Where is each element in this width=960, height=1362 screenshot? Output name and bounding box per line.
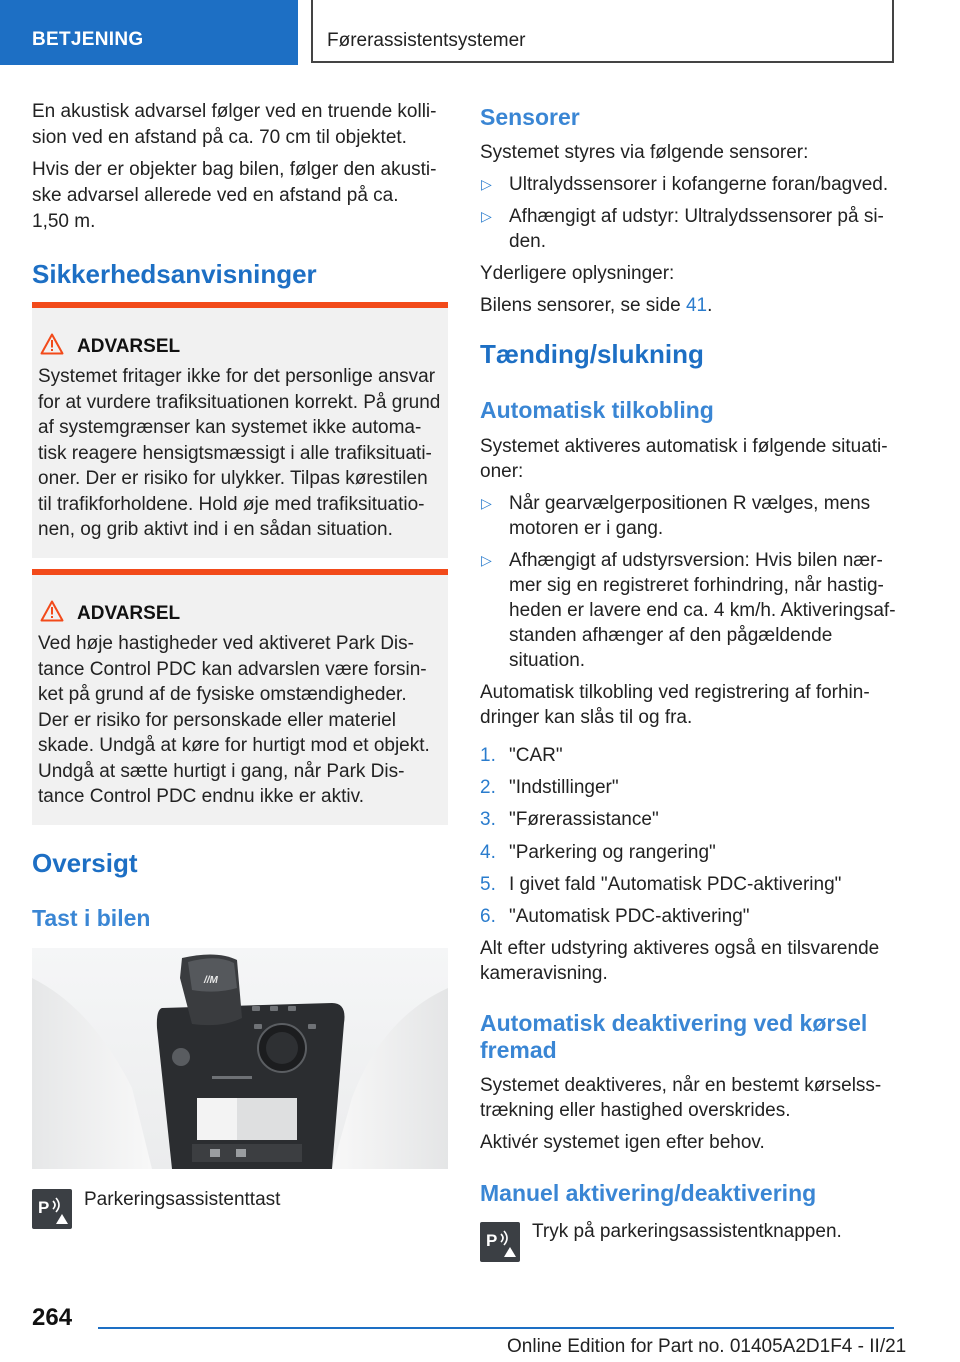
button-heading: Tast i bilen bbox=[32, 905, 151, 931]
step-number: 2. bbox=[480, 777, 496, 798]
step-text: I givet fald "Automatisk PDC-aktivering" bbox=[509, 874, 842, 895]
warning-title: ADVARSEL bbox=[77, 603, 181, 624]
sensor-item: Ultralydssensorer i kofangerne foran/bagved. bbox=[509, 174, 889, 195]
camera-note: kameravisning. bbox=[480, 963, 608, 984]
warning-box-1 bbox=[32, 302, 448, 558]
auto-on-toggle: Automatisk tilkobling ved registrering af forhin- bbox=[480, 682, 870, 703]
bullet-marker: ▷ bbox=[481, 176, 492, 192]
manual-text: Tryk på parkeringsassistentknappen. bbox=[532, 1221, 842, 1242]
parking-assistant-icon bbox=[480, 1222, 520, 1262]
footer-edition: Online Edition for Part no. 01405A2D1F4 - II/21 bbox=[507, 1336, 907, 1357]
intro-line: sion ved en afstand på ca. 70 cm til objektet. bbox=[32, 127, 407, 148]
sensors-ref-prefix: Bilens sensorer, se side bbox=[480, 295, 686, 316]
bullet-marker: ▷ bbox=[481, 495, 492, 511]
auto-off-text: Systemet deaktiveres, når en bestemt kørselss- bbox=[480, 1075, 882, 1096]
bullet-marker: ▷ bbox=[481, 208, 492, 224]
intro-line: En akustisk advarsel følger ved en truende kolli- bbox=[32, 101, 437, 122]
auto-on-item: situation. bbox=[509, 650, 586, 671]
header-chapter-box bbox=[311, 0, 894, 63]
warning-line: Ved høje hastigheder ved aktiveret Park Dis- bbox=[38, 633, 414, 654]
safety-heading: Sikkerhedsanvisninger bbox=[32, 259, 317, 289]
manual-heading: Manuel aktivering/deaktivering bbox=[480, 1180, 817, 1206]
warning-title: ADVARSEL bbox=[77, 336, 181, 357]
step-text: "Parkering og rangering" bbox=[509, 842, 716, 863]
auto-off-heading: fremad bbox=[480, 1037, 557, 1063]
step-text: "Automatisk PDC-aktivering" bbox=[509, 906, 750, 927]
warning-line: skade. Undgå at køre for hurtigt mod et objekt. bbox=[38, 735, 430, 756]
warning-line: for at vurdere trafiksituationen korrekt. På grund bbox=[38, 392, 441, 413]
step-number: 5. bbox=[480, 874, 496, 895]
more-info: Yderligere oplysninger: bbox=[480, 263, 675, 284]
warning-box-2 bbox=[32, 569, 448, 825]
warning-line: nen, og grib aktivt ind i en sådan situation. bbox=[38, 519, 393, 540]
header-section-tab bbox=[0, 0, 298, 65]
auto-off-heading: Automatisk deaktivering ved kørsel bbox=[480, 1010, 868, 1036]
warning-triangle-icon bbox=[40, 600, 64, 622]
step-text: "Indstillinger" bbox=[509, 777, 619, 798]
svg-text:P: P bbox=[486, 1231, 498, 1250]
intro-line: Hvis der er objekter bag bilen, følger den akusti- bbox=[32, 159, 437, 180]
auto-off-text: trækning eller hastighed overskrides. bbox=[480, 1100, 791, 1121]
sensor-item: Afhængigt af udstyr: Ultralydssensorer på si- bbox=[509, 206, 884, 227]
header-section-label: BETJENING bbox=[32, 29, 144, 50]
sensors-heading: Sensorer bbox=[480, 104, 580, 130]
warning-line: af systemgrænser kan systemet ikke automa- bbox=[38, 417, 422, 438]
step-number: 3. bbox=[480, 809, 496, 830]
svg-text:P: P bbox=[38, 1198, 50, 1217]
auto-on-toggle: dringer kan slås til og fra. bbox=[480, 707, 693, 728]
warning-line: tance Control PDC kan advarslen være forsin- bbox=[38, 659, 427, 680]
header-chapter-label: Førerassistentsystemer bbox=[327, 30, 526, 51]
warning-line: til trafikforholdene. Hold øje med trafiksituatio- bbox=[38, 494, 425, 515]
parking-sensor-icon bbox=[480, 1222, 520, 1262]
onoff-heading: Tænding/slukning bbox=[480, 339, 704, 369]
warning-line: Undgå at sætte hurtigt i gang, når Park Dis- bbox=[38, 761, 405, 782]
warning-triangle-icon bbox=[40, 333, 64, 355]
auto-on-item: Afhængigt af udstyrsversion: Hvis bilen nær- bbox=[509, 550, 883, 571]
sensor-item: den. bbox=[509, 231, 546, 252]
bullet-marker: ▷ bbox=[481, 552, 492, 568]
warning-line: oner. Der er risiko for ulykker. Tilpas kørestilen bbox=[38, 468, 428, 489]
step-text: "Førerassistance" bbox=[509, 809, 659, 830]
parking-assistant-icon bbox=[32, 1189, 72, 1229]
auto-on-item: Når gearvælgerpositionen R vælges, mens bbox=[509, 493, 871, 514]
intro-line: 1,50 m. bbox=[32, 211, 96, 232]
auto-on-item: standen afhænger af den pågældende bbox=[509, 625, 833, 646]
footer-divider bbox=[98, 1327, 894, 1329]
auto-on-item: heden er lavere end ca. 4 km/h. Aktiveringsaf- bbox=[509, 600, 896, 621]
intro-line: ske advarsel allerede ved en afstand på ca. bbox=[32, 185, 399, 206]
center-console-photo bbox=[32, 948, 448, 1169]
page-number: 264 bbox=[32, 1304, 73, 1331]
step-number: 4. bbox=[480, 842, 496, 863]
sensors-ref-suffix: . bbox=[707, 295, 713, 316]
overview-heading: Oversigt bbox=[32, 848, 138, 878]
svg-text://M: //M bbox=[204, 975, 218, 986]
parking-sensor-icon bbox=[32, 1189, 72, 1229]
warning-line: ket på grund af de fysiske omstændigheder. bbox=[38, 684, 407, 705]
camera-note: Alt efter udstyring aktiveres også en tilsvarende bbox=[480, 938, 880, 959]
auto-off-reactivate: Aktivér systemet igen efter behov. bbox=[480, 1132, 765, 1153]
auto-on-item: motoren er i gang. bbox=[509, 518, 664, 539]
step-number: 6. bbox=[480, 906, 496, 927]
warning-line: tisk reagere hensigtsmæssigt i alle trafiksituati- bbox=[38, 443, 432, 464]
sensors-intro: Systemet styres via følgende sensorer: bbox=[480, 142, 809, 163]
page-link[interactable]: 41 bbox=[685, 295, 708, 316]
auto-on-intro: oner: bbox=[480, 461, 524, 482]
button-caption: Parkeringsassistenttast bbox=[84, 1189, 281, 1210]
warning-line: tance Control PDC endnu ikke er aktiv. bbox=[38, 786, 364, 807]
warning-line: Systemet fritager ikke for det personlige ansvar bbox=[38, 366, 436, 387]
sensors-reference bbox=[480, 293, 712, 318]
step-text: "CAR" bbox=[509, 745, 563, 766]
warning-line: Der er risiko for personskade eller materiel bbox=[38, 710, 396, 731]
gear-console-illustration bbox=[32, 948, 448, 1169]
auto-on-item: mer sig en registreret forhindring, når hastig- bbox=[509, 575, 884, 596]
auto-on-intro: Systemet aktiveres automatisk i følgende situati- bbox=[480, 436, 888, 457]
auto-on-heading: Automatisk tilkobling bbox=[480, 397, 714, 423]
step-number: 1. bbox=[480, 745, 496, 766]
